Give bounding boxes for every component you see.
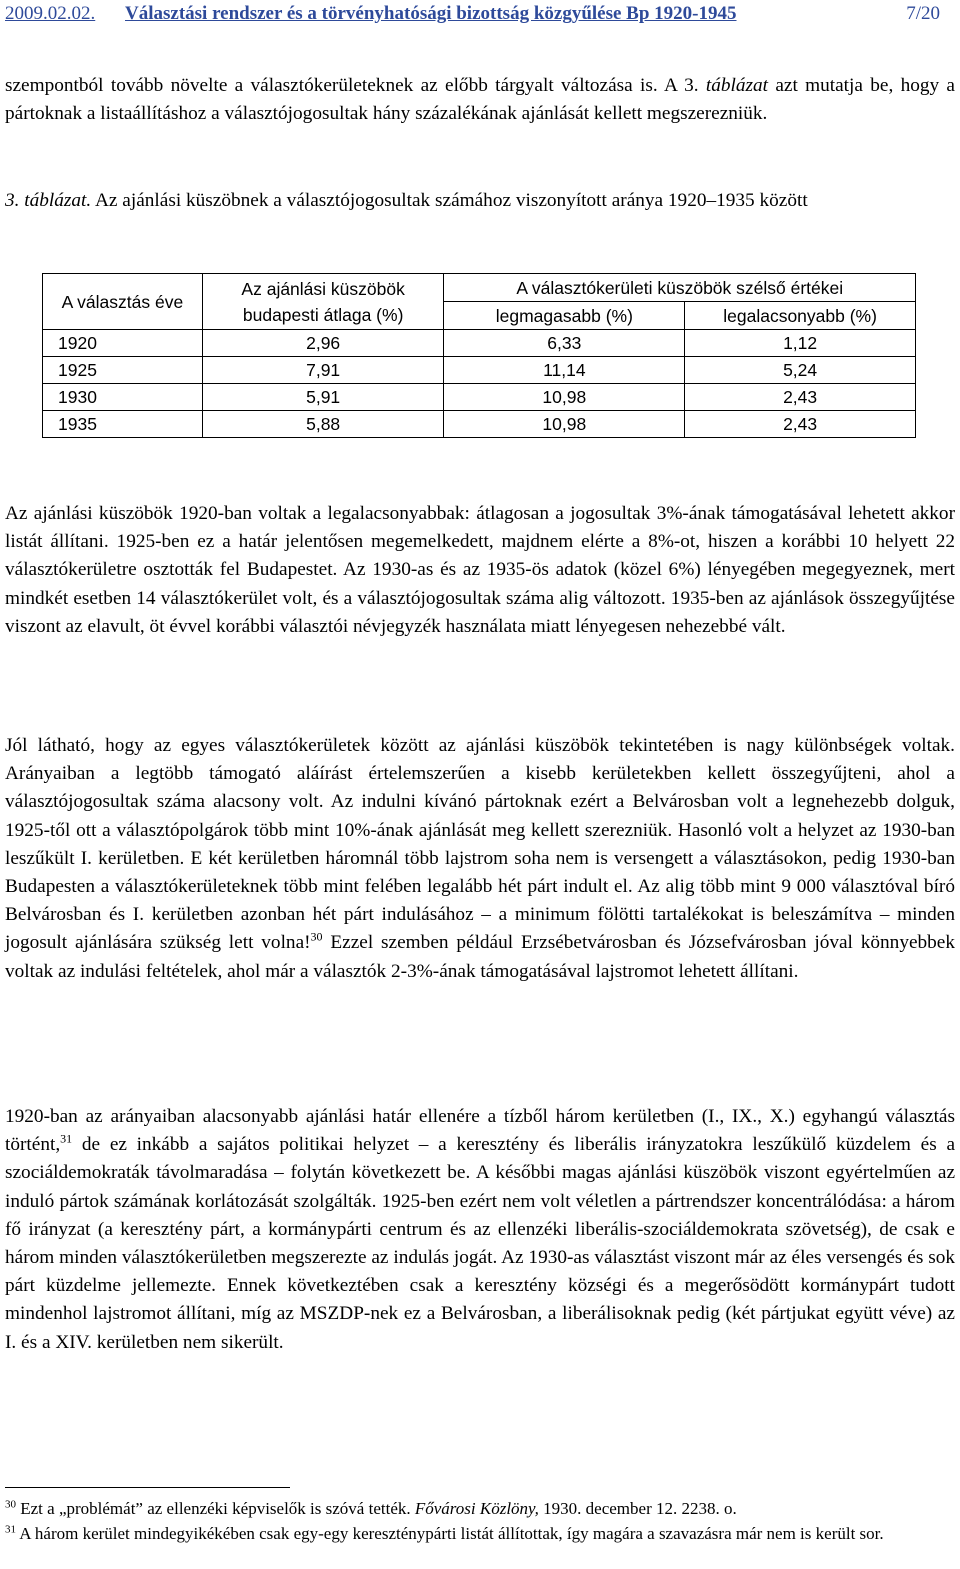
- paragraph-2-text-b: Ezzel szemben például Erzsébetvárosban és Józsefvárosban jóval könnyebbek voltak az indulási feltételek, ahol már a választók 2-3%-ának támogatásával lajstromot lehetett állítani.: [5, 932, 955, 982]
- table-row: [43, 384, 916, 411]
- cell-average: 7,91: [202, 357, 444, 384]
- intro-text-1: szempontból tovább növelte a választókerületeknek az előbb tárgyalt változása is. A 3.: [5, 75, 706, 96]
- footnote-separator: [5, 1487, 290, 1488]
- intro-italic: táblázat: [705, 75, 769, 96]
- cell-max: 6,33: [444, 330, 685, 357]
- header-date: 2009.02.02.: [5, 3, 96, 24]
- table-row: [43, 357, 916, 384]
- cell-max: 10,98: [444, 384, 685, 411]
- paragraph-3-text-a: 1920-ban az arányaiban alacsonyabb ajánlási határ ellenére a tízből három kerületben (I., IX., X.) egyhangú választás történt,: [5, 1106, 955, 1156]
- footnote-number: 30: [5, 1498, 16, 1511]
- footnote-text: A három kerület mindegyikékében csak egy-egy kereszténypárti listát állítottak, így magára a szavazásra már nem is került sor.: [16, 1524, 884, 1543]
- table-row: [43, 411, 916, 438]
- cell-average: 5,91: [202, 384, 444, 411]
- footnote-ref-31[interactable]: 31: [60, 1131, 73, 1146]
- cell-year: 1935: [43, 411, 203, 438]
- paragraph-3: [5, 1103, 955, 1357]
- footnote-30: [5, 1498, 955, 1519]
- footnote-ref-30[interactable]: 30: [310, 930, 323, 944]
- header-title: Választási rendszer és a törvényhatósági bizottság közgyűlése Bp 1920-1945: [125, 3, 737, 24]
- paragraph-2: [5, 732, 955, 986]
- page-header: [5, 0, 955, 28]
- intro-paragraph: [5, 72, 955, 128]
- table-row: [43, 330, 916, 357]
- paragraph-3-text-b: de ez inkább a sajátos politikai helyzet – a keresztény és liberális irányzatokra leszűkülő küzdelem és a szociáldemokraták távolmaradása – folytán következett be. A későbbi magas ajánlási küszöbök viszont egyértelműen az induló pártok számának korlátozását szolgálták. 1925-ben ezért nem volt véletlen a pártrendszer koncentrálódása: a három fő irányzat (a keresztény párt, a kormánypárti centrum és az ellenzéki liberális-szociáldemokrata szövetség), de csak e három minden választókerületben megszerezte az indulás jogát. Az 1930-as választást viszont már az éles versengés és sok párt küzdelme jellemezte. Ennek következtében csak a keresztény községi és a megerősödött kormánypárt tudott mindenhol lajstromot állítani, míg az MSZDP-nek ez a Belvárosban, a liberálisoknak pedig (két pártjukat együtt véve) az I. és a XIV. kerületben nem sikerült.: [5, 1134, 955, 1353]
- cell-max: 11,14: [444, 357, 685, 384]
- col-header-min: legalacsonyabb (%): [685, 302, 916, 330]
- cell-min: 1,12: [685, 330, 916, 357]
- col-header-year: A választás éve: [43, 274, 203, 330]
- cell-year: 1920: [43, 330, 203, 357]
- threshold-table: [42, 273, 916, 438]
- cell-min: 2,43: [685, 384, 916, 411]
- col-header-extremes: A választókerületi küszöbök szélső értékei: [444, 274, 916, 302]
- cell-max: 10,98: [444, 411, 685, 438]
- cell-min: 2,43: [685, 411, 916, 438]
- footnote-text: 1930. december 12. 2238. o.: [538, 1499, 737, 1518]
- cell-average: 2,96: [202, 330, 444, 357]
- footnote-number: 31: [5, 1523, 16, 1536]
- col-header-average: Az ajánlási küszöbök budapesti átlaga (%): [202, 274, 444, 330]
- cell-year: 1925: [43, 357, 203, 384]
- footnote-31: [5, 1523, 955, 1544]
- caption-label: 3. táblázat.: [5, 190, 92, 211]
- paragraph-2-text-a: Jól látható, hogy az egyes választókerületek között az ajánlási küszöbök tekintetében is nagy különbségek voltak. Arányaiban a legtöbb támogató aláírást értelemszerűen a kisebb kerületekben kellett összegyűjteni, ahol a választójogosultak száma alacsony volt. Az indulni kívánó pártoknak ezért a Belvárosban volt a legnehezebb dolguk, 1925-től ott a választópolgárok több mint 10%-ának ajánlását meg kellett szerezniük. Hasonló volt a helyzet az 1930-ban leszűkült I. kerületben. E két kerületben háromnál több lajstrom soha nem is versengett a választásokon, pedig 1930-ban Budapesten a választókerületeknek több mint felében legalább hét párt indult el. Az alig több mint 9 000 választóval bíró Belvárosban és I. kerületben azonban hét párt indulásához – a minimum fölötti tartalékokat is beleszámítva – minden jogosult ajánlására szükség lett volna!: [5, 735, 955, 954]
- footnote-text: Ezt a „problémát” az ellenzéki képviselők is szóvá tették.: [16, 1499, 415, 1518]
- col-header-max: legmagasabb (%): [444, 302, 685, 330]
- cell-min: 5,24: [685, 357, 916, 384]
- cell-average: 5,88: [202, 411, 444, 438]
- table-caption: [5, 187, 955, 215]
- page-number: 7/20: [906, 3, 940, 24]
- cell-year: 1930: [43, 384, 203, 411]
- intro-text-2: azt mutatja be, hogy a pártoknak a listaállításhoz a választójogosultak hány százalékának ajánlását kellett megszerezniük.: [5, 75, 955, 125]
- paragraph-1: Az ajánlási küszöbök 1920-ban voltak a legalacsonyabbak: átlagosan a jogosultak 3%-ának támogatásával lehetett akkor listát állítani. 1925-ben ez a határ jelentősen megemelkedett, majdnem elérte a 8%-ot, hiszen a korábbi 10 helyett 22 választókerületre osztották fel Budapestet. Az 1930-as és az 1935-ös adatok (közel 6%) lényegében megegyeznek, mert mindkét esetben 14 választókerület volt, és a választójogosultak száma alig változott. 1935-ben az ajánlások összegyűjtése viszont az elavult, öt évvel korábbi választói névjegyzék használata miatt lényegesen nehezebbé vált.: [5, 503, 955, 637]
- caption-text: Az ajánlási küszöbnek a választójogosultak számához viszonyított aránya 1920–1935 között: [91, 190, 808, 211]
- footnote-source-italic: Fővárosi Közlöny,: [414, 1499, 539, 1518]
